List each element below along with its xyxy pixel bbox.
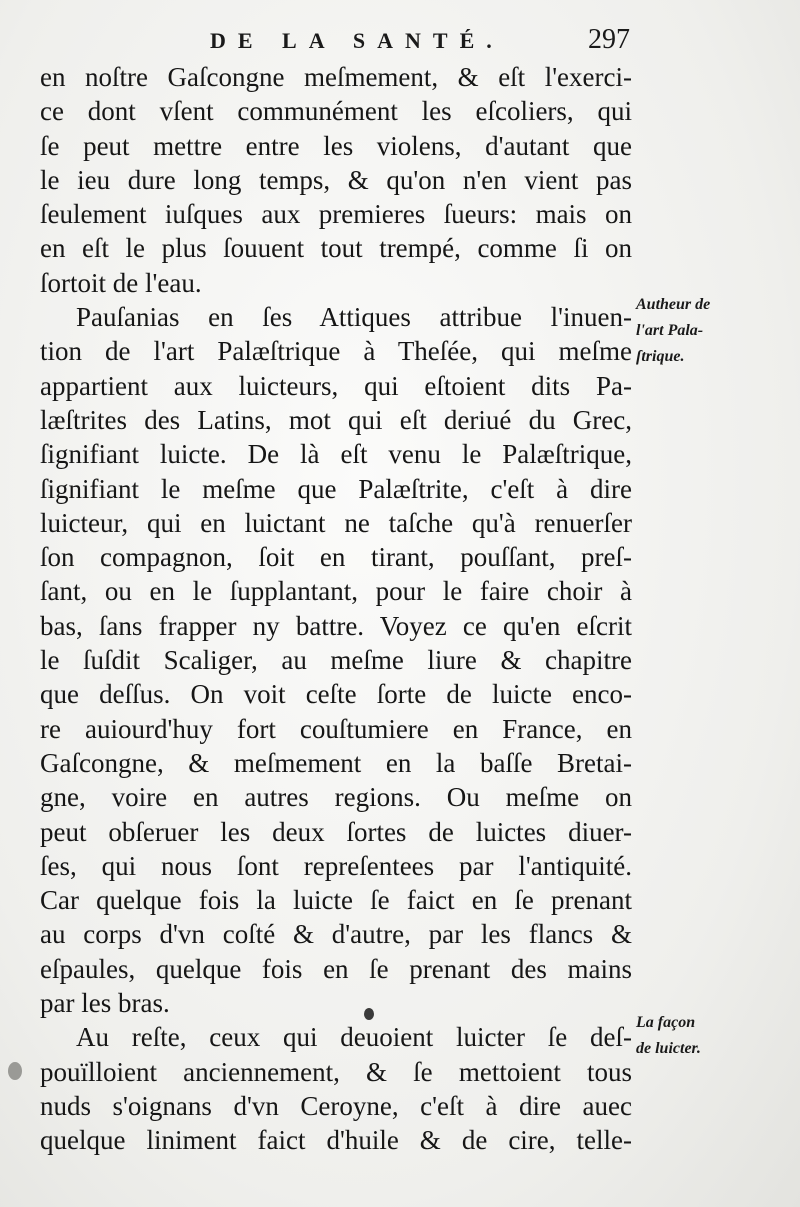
text-line: ſignifiant luicte. De là eſt venu le Palæſtrique,	[40, 439, 632, 470]
text-line: en eſt le plus ſouuent tout trempé, comme ſi on	[40, 233, 632, 264]
margin-note-line: l'art Pala-	[636, 322, 704, 339]
margin-note-wrestling	[636, 1010, 766, 1062]
text-line: ce dont vſent communément les eſcoliers, qui	[40, 96, 632, 127]
text-line: ſignifiant le meſme que Palæſtrite, c'eſt à dire	[40, 473, 632, 504]
margin-note-author	[636, 292, 766, 370]
text-line: que deſſus. On voit ceſte ſorte de luicte enco-	[40, 679, 632, 710]
text-line: pouïlloient anciennement, & ſe mettoient tous	[40, 1056, 632, 1087]
text-line: eſpaules, quelque fois en ſe prenant des mains	[40, 953, 632, 984]
text-line: le ieu dure long temps, & qu'on n'en vient pas	[40, 164, 632, 195]
text-line: ſeulement iuſques aux premieres ſueurs: mais on	[40, 199, 632, 230]
text-line: læſtrites des Latins, mot qui eſt deriué du Grec,	[40, 404, 632, 435]
margin-note-line: Autheur de	[636, 296, 711, 313]
page-header	[210, 24, 630, 58]
running-head: DE LA SANTÉ.	[210, 28, 504, 53]
text-line: appartient aux luicteurs, qui eſtoient dits Pa-	[40, 370, 632, 401]
text-line: nuds s'oignans d'vn Ceroyne, c'eſt à dire auec	[40, 1090, 632, 1121]
text-line: Gaſcongne, & meſmement en la baſſe Bretai-	[40, 747, 632, 778]
text-line: au corps d'vn coſté & d'autre, par les flancs &	[40, 919, 632, 950]
text-line: tion de l'art Palæſtrique à Theſée, qui meſme	[40, 336, 632, 367]
text-line: Pauſanias en ſes Attiques attribue l'inuen-	[76, 302, 632, 333]
text-line: par les bras.	[40, 988, 170, 1019]
margin-note-line: de luicter.	[636, 1040, 701, 1057]
text-line: ſe peut mettre entre les violens, d'autant que	[40, 130, 632, 161]
text-line: gne, voire en autres regions. Ou meſme on	[40, 782, 632, 813]
ink-speck	[364, 1008, 374, 1020]
text-line: peut obſeruer les deux ſortes de luictes diuer-	[40, 816, 632, 847]
text-line: en noſtre Gaſcongne meſmement, & eſt l'exerci-	[40, 62, 632, 92]
text-line: bas, ſans frapper ny battre. Voyez ce qu'en eſcrit	[40, 610, 632, 641]
margin-note-line: ſtrique.	[636, 348, 685, 365]
page-number: 297	[588, 24, 630, 55]
text-line: ſon compagnon, ſoit en tirant, pouſſant, preſ-	[40, 542, 632, 573]
text-line: ſortoit de l'eau.	[40, 267, 202, 298]
text-line: luicteur, qui en luictant ne taſche qu'à renuerſer	[40, 507, 632, 538]
text-line: re auiourd'huy fort couſtumiere en France, en	[40, 713, 632, 744]
text-line: Car quelque fois la luicte ſe faict en ſe prenant	[40, 885, 632, 916]
text-line: ſes, qui nous ſont repreſentees par l'antiquité.	[40, 850, 632, 881]
text-line: Au reſte, ceux qui deuoient luicter ſe deſ-	[76, 1022, 632, 1053]
text-line: quelque liniment faict d'huile & de cire, telle-	[40, 1125, 632, 1156]
text-line: ſant, ou en le ſupplantant, pour le faire choir à	[40, 576, 632, 607]
ink-speck	[8, 1062, 22, 1080]
text-line: le ſuſdit Scaliger, au meſme liure & chapitre	[40, 645, 632, 676]
body-text	[40, 60, 632, 1158]
margin-note-line: La façon	[636, 1014, 696, 1031]
